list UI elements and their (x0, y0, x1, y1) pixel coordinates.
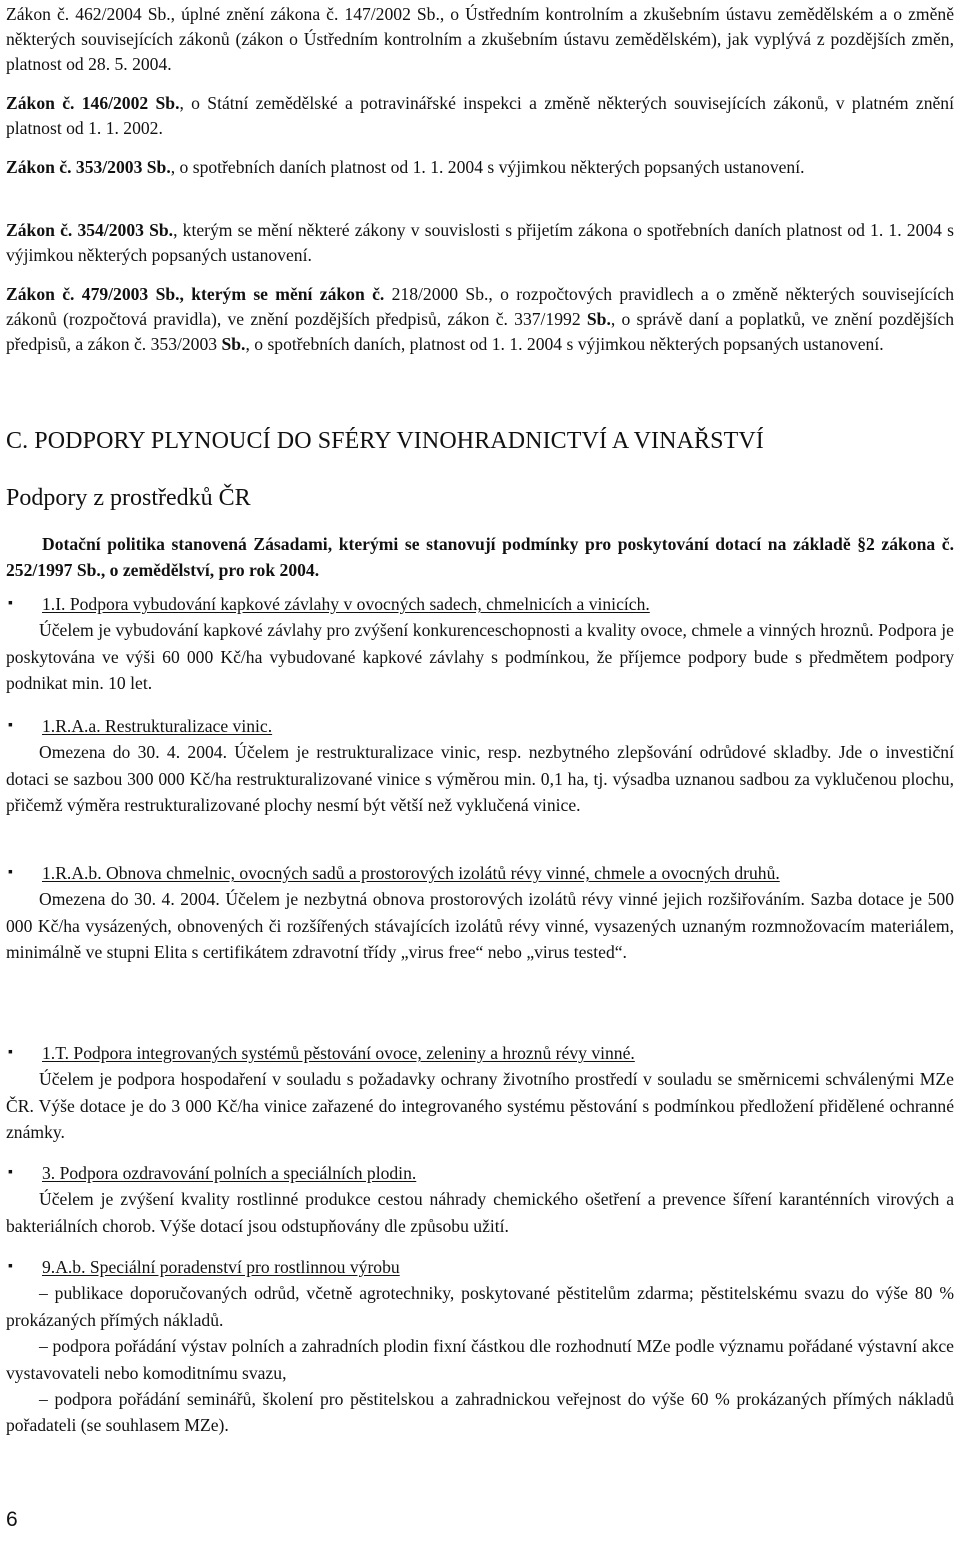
subsidy-item (6, 591, 954, 697)
law-text: 218/2000 Sb. (391, 284, 489, 304)
sub-heading: Podpory z prostředků ČR (6, 485, 251, 511)
law-paragraph (6, 91, 954, 141)
law-description: , o spotřebních daních platnost od 1. 1. 2004 s výjimkou některých popsaných ustanovení. (170, 157, 805, 177)
law-paragraph (6, 155, 954, 180)
subsidy-item (6, 1040, 954, 1146)
item-title: 1.R.A.b. Obnova chmelnic, ovocných sadů a prostorových izolátů révy vinné, chmele a ovocných druhů. (42, 863, 780, 883)
subsidy-intro: Dotační politika stanovená Zásadami, kterými se stanovují podmínky pro poskytování dotací na základě §2 zákona č. 252/1997 Sb., o zemědělství, pro rok 2004. (6, 534, 954, 580)
law-text: , o správě daní a poplatků, ve znění pozdějších předpisů, a zákon č. 353/2003 (6, 309, 954, 355)
page-number: 6 (6, 1508, 18, 1531)
item-title-row (6, 591, 954, 617)
item-title-row (6, 1254, 954, 1280)
bullet-icon: ▪ (8, 1165, 13, 1180)
law-citation: Zákon č. 353/2003 Sb. (6, 157, 171, 177)
law-paragraph (6, 282, 954, 358)
law-text: Sb. (586, 309, 611, 330)
item-body: Účelem je vybudování kapkové závlahy pro zvýšení konkurenceschopnosti a kvality ovoce, chmele a vinných hroznů. Podpora je poskytována ve výši 60 000 Kč/ha vybudované kapkové závlahy s podmínkou, že příjemce podpory bude s předmětem podpory podnikat min. 10 let. (6, 620, 954, 694)
bullet-icon: ▪ (8, 718, 13, 733)
section-heading: C. PODPORY PLYNOUCÍ DO SFÉRY VINOHRADNICTVÍ A VINAŘSTVÍ (6, 428, 764, 454)
law-paragraph (6, 218, 954, 268)
item-title: 1.R.A.a. Restrukturalizace vinic. (42, 716, 273, 736)
law-text: , kterým se mění zákon č. (179, 284, 392, 304)
law-text: Sb. (221, 334, 246, 355)
law-citation: Zákon č. 479/2003 Sb. (6, 284, 180, 304)
law-citation: Zákon č. 146/2002 Sb. (6, 93, 180, 113)
law-description: , kterým se mění některé zákony v souvislosti s přijetím zákona o spotřebních daních platnost od 1. 1. 2004 s výjimkou některých popsaných ustanovení. (6, 220, 954, 266)
law-paragraph (6, 2, 954, 78)
bullet-icon: ▪ (8, 596, 13, 611)
item-title-row (6, 860, 954, 886)
item-title-row (6, 713, 954, 739)
item-title: 9.A.b. Speciální poradenství pro rostlinnou výrobu (42, 1257, 400, 1277)
item-body: Omezena do 30. 4. 2004. Účelem je restrukturalizace vinic, resp. nezbytného zlepšování odrůdové skladby. Jde o investiční dotaci se sazbou 300 000 Kč/ha restrukturalizované vinice s výměrou min. 0,1 ha, tj. výsadba uznanou sadbou za vyklučenou plochu, přičemž výměra restrukturalizované plochy nesmí být větší než vyklučená vinice. (6, 742, 954, 816)
sub-item: – publikace doporučovaných odrůd, včetně agrotechniky, poskytované pěstitelům zdarma; pěstitelskému svazu do výše 80 % prokázaných přímých nákladů. (6, 1283, 954, 1330)
item-body: Účelem je zvýšení kvality rostlinné produkce cestou náhrady chemického ošetření a prevence šíření karanténních virových a bakteriálních chorob. Výše dotací jsou odstupňovány dle způsobu užití. (6, 1189, 954, 1236)
bullet-icon: ▪ (8, 1045, 13, 1060)
bullet-icon: ▪ (8, 1259, 13, 1274)
subsidy-item (6, 1160, 954, 1239)
item-body: Účelem je podpora hospodaření v souladu s požadavky ochrany životního prostředí v souladu se směrnicemi schválenými MZe ČR. Výše dotace je do 3 000 Kč/ha vinice zařazené do integrovaného systému pěstování s podmínkou předložení přidělené ochranné známky. (6, 1069, 954, 1143)
law-description: , o Státní zemědělské a potravinářské inspekci a změně některých souvisejících zákonů, v platném znění platnost od 1. 1. 2002. (6, 93, 954, 139)
item-title: 1.I. Podpora vybudování kapkové závlahy v ovocných sadech, chmelnicích a vinicích. (42, 594, 650, 614)
sub-item: – podpora pořádání výstav polních a zahradních plodin fixní částkou dle rozhodnutí MZe podle významu pořádané výstavní akce vystavovateli nebo komoditnímu svazu, (6, 1336, 954, 1383)
subsidy-item (6, 860, 954, 966)
law-text: , o spotřebních daních, platnost od 1. 1. 2004 s výjimkou některých popsaných ustanovení. (245, 334, 884, 355)
subsidy-item (6, 1254, 954, 1439)
law-citation: Zákon č. 462/2004 Sb., úplné znění zákona č. 147/2002 Sb. (6, 4, 440, 24)
sub-item: – podpora pořádání seminářů, školení pro pěstitelskou a zahradnickou veřejnost do výše 60 % prokázaných přímých nákladů pořadateli (se souhlasem MZe). (6, 1389, 954, 1436)
law-citation: Zákon č. 354/2003 Sb. (6, 220, 174, 240)
law-text: , o rozpočtových pravidlech a o změně některých souvisejících zákonů (rozpočtová pravidla), ve znění pozdějších předpisů, zákon č. 337/1992 (6, 284, 954, 330)
item-body: Omezena do 30. 4. 2004. Účelem je nezbytná obnova prostorových izolátů révy vinné jejich rozšiřováním. Sazba dotace je 500 000 Kč/ha vysázených, obnovených či rozšířených stávajících izolátů révy vinné, vysazených uznaným rozmnožovacím materiálem, minimálně ve stupni Elita s certifikátem zdravotní třídy „virus free“ nebo „virus tested“. (6, 889, 954, 963)
item-title-row (6, 1040, 954, 1066)
item-title: 3. Podpora ozdravování polních a speciálních plodin. (42, 1163, 417, 1183)
item-title: 1.T. Podpora integrovaných systémů pěstování ovoce, zeleniny a hroznů révy vinné. (42, 1043, 635, 1063)
subsidy-item (6, 713, 954, 819)
bullet-icon: ▪ (8, 865, 13, 880)
item-title-row (6, 1160, 954, 1186)
law-description: , o Ústředním kontrolním a zkušebním ústavu zemědělském a o změně některých souvisejících zákonů (zákon o Ústředním kontrolním a zkušebním ústavu zemědělském), jak vyplývá z pozdějších změn, platnost od 28. 5. 2004. (6, 4, 954, 75)
